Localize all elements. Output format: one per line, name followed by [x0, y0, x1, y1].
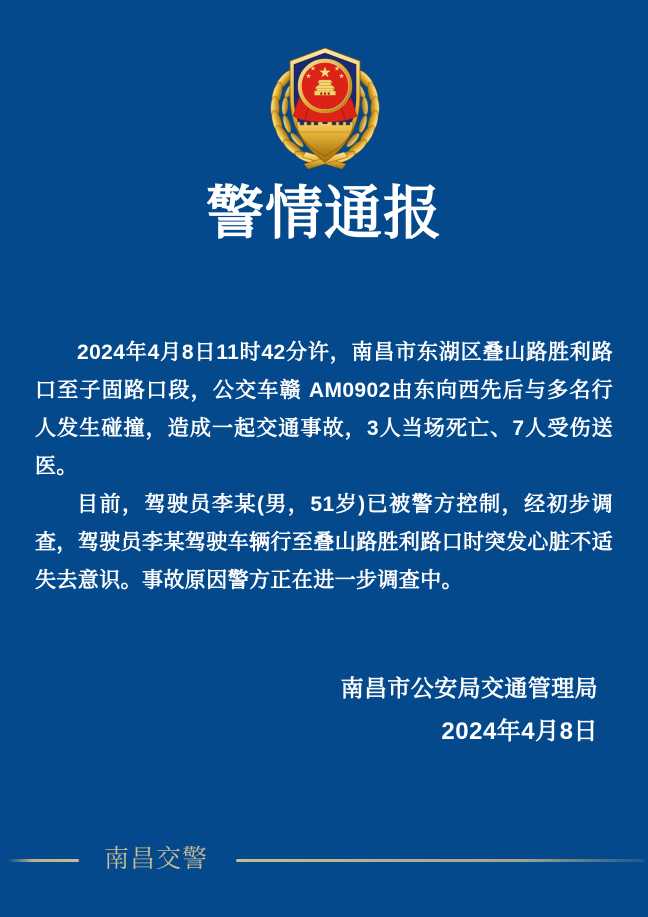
paragraph-investigation: 目前，驾驶员李某(男，51岁)已被警方控制，经初步调查，驾驶员李某驾驶车辆行至叠山路胜利路口时突发心脏不适失去意识。事故原因警方正在进一步调查中。 — [35, 493, 613, 592]
signature-block — [341, 666, 598, 754]
issuer-name: 南昌市公安局交通管理局 — [340, 675, 598, 701]
issue-date: 2024年4月8日 — [441, 718, 598, 745]
police-badge-icon — [263, 44, 387, 170]
footer-brand: 南昌交警 — [104, 846, 209, 873]
footer-right-divider — [236, 859, 644, 862]
footer-left-divider — [7, 859, 79, 862]
footer — [0, 845, 648, 875]
notice-body — [35, 334, 613, 600]
notice-title: 警情通报 — [205, 181, 442, 246]
paragraph-incident: 2024年4月8日11时42分许，南昌市东湖区叠山路胜利路口至子固路口段，公交车赣 AM0902由东向西先后与多名行人发生碰撞，造成一起交通事故，3人当场死亡、7人受伤送医。 — [35, 341, 613, 478]
